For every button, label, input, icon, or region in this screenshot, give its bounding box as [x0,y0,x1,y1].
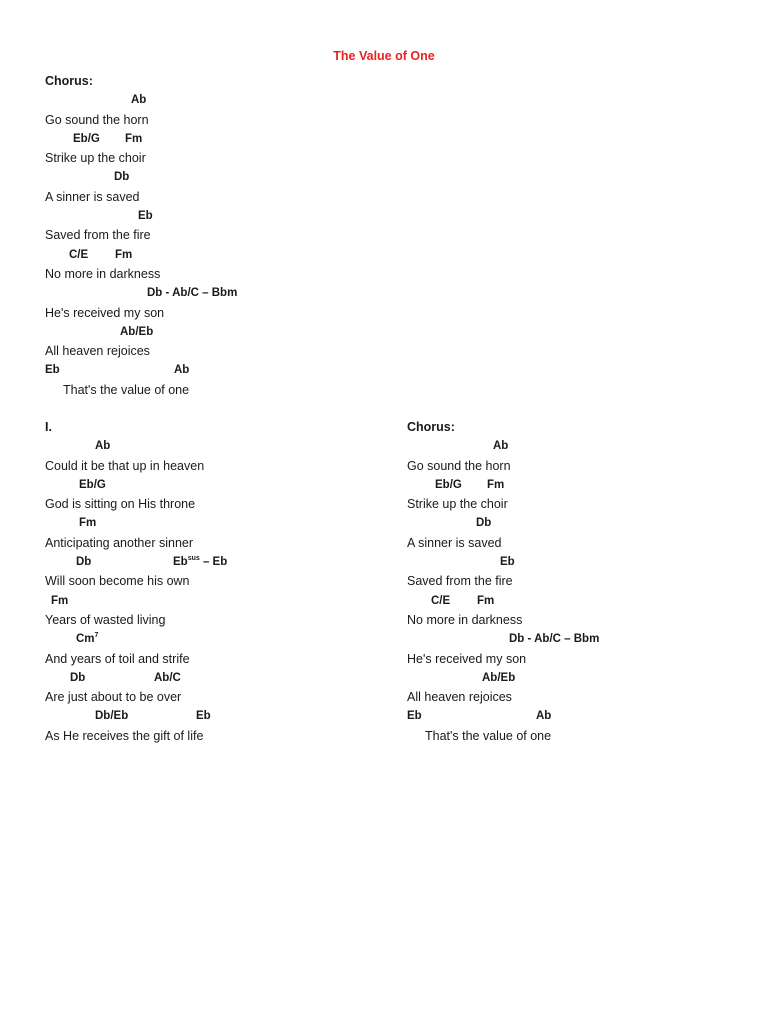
chord: Eb [138,210,153,223]
lyric-line: Go sound the horn [407,458,511,473]
chord: Eb/G [79,478,106,491]
chord-line [45,514,204,533]
chord-line [45,361,189,380]
lyric-line: Strike up the choir [407,497,508,512]
chord-root: Eb [173,556,188,569]
chord: Ab [95,440,111,453]
chord: Ab [536,710,552,723]
lyric-line: Will soon become his own [45,574,190,589]
chord-line [407,476,551,495]
chord: Eb/G [73,132,100,145]
chord: Ab/C [154,671,181,684]
chorus-section-top [45,72,238,400]
chord: Fm [79,517,97,530]
lyric-line: He's received my son [45,305,165,320]
chord: C/E [69,248,89,261]
chord: Ab [493,440,509,453]
chord-line [45,323,189,342]
chord-line [45,476,204,495]
chord: Fm [51,594,69,607]
chord-line [407,437,551,456]
chord: Db [70,671,86,684]
chorus-section-right [407,418,600,746]
verse-one-section [45,418,228,746]
chord: Db [76,556,92,569]
chord: Db - Ab/C – Bbm [147,287,238,300]
chord-line [45,246,189,265]
chord: Eb [500,556,515,569]
lyric-line: No more in darkness [407,612,523,627]
chord-line [45,91,189,110]
chord-line [407,669,551,688]
chord: Eb [407,710,422,723]
chord-line [45,669,204,688]
chord-line [45,130,189,149]
lyric-line: A sinner is saved [45,189,140,204]
chord: Eb [45,364,60,377]
chord: Db - Ab/C – Bbm [509,633,600,646]
lyric-line: Go sound the horn [45,112,149,127]
lyric-line: Years of wasted living [45,612,166,627]
chord: Db [114,171,130,184]
chord: Db [476,517,492,530]
chord-line [407,553,551,572]
lyric-line: Saved from the fire [407,574,513,589]
lyric-line: Could it be that up in heaven [45,458,205,473]
chord-line [407,630,600,649]
chord-line [45,707,211,726]
lyric-line: That's the value of one [63,382,190,397]
chord-line [45,284,238,303]
chord: Ab/Eb [482,671,516,684]
chord-line [45,168,189,187]
chord: Fm [477,594,495,607]
lyric-line: Strike up the choir [45,151,146,166]
lyric-line: As He receives the gift of life [45,728,204,743]
chord: Fm [125,132,143,145]
chord-line [407,707,551,726]
chord: Ab [174,364,190,377]
chord: Db/Eb [95,710,129,723]
chord-line [407,514,551,533]
chord-root: Cm [76,633,95,646]
lyric-line: All heaven rejoices [45,344,150,359]
lyric-line: He's received my son [407,651,527,666]
chord-line [45,553,228,572]
chord-line [45,207,189,226]
chord-line [45,437,204,456]
lyric-line: God is sitting on His throne [45,497,196,512]
chord-superscript: 7 [94,632,99,640]
song-title: The Value of One [333,49,435,63]
lyric-line: Saved from the fire [45,228,151,243]
chord: Eb/G [435,478,462,491]
section-heading: Chorus: [407,420,455,434]
lyric-line: Anticipating another sinner [45,535,194,550]
lyric-line: Are just about to be over [45,690,182,705]
lyric-line: That's the value of one [425,728,552,743]
chord: Eb [196,710,211,723]
chord: C/E [431,594,451,607]
chord: Fm [487,478,505,491]
chord: Fm [115,248,133,261]
chord-line [407,592,551,611]
chord-with-suspension [173,553,227,572]
chord-with-extension [76,630,98,649]
chord-line [45,592,204,611]
lyric-line: All heaven rejoices [407,690,512,705]
chord-resolution: – Eb [199,556,228,569]
chord-line [45,630,204,649]
chord: Ab/Eb [120,325,154,338]
section-heading: Chorus: [45,74,93,88]
lyric-line: No more in darkness [45,266,161,281]
section-heading: I. [45,420,52,434]
lyric-line: And years of toil and strife [45,651,190,666]
lyric-line: A sinner is saved [407,535,502,550]
chord-superscript: sus [187,555,200,563]
chord: Ab [131,94,147,107]
